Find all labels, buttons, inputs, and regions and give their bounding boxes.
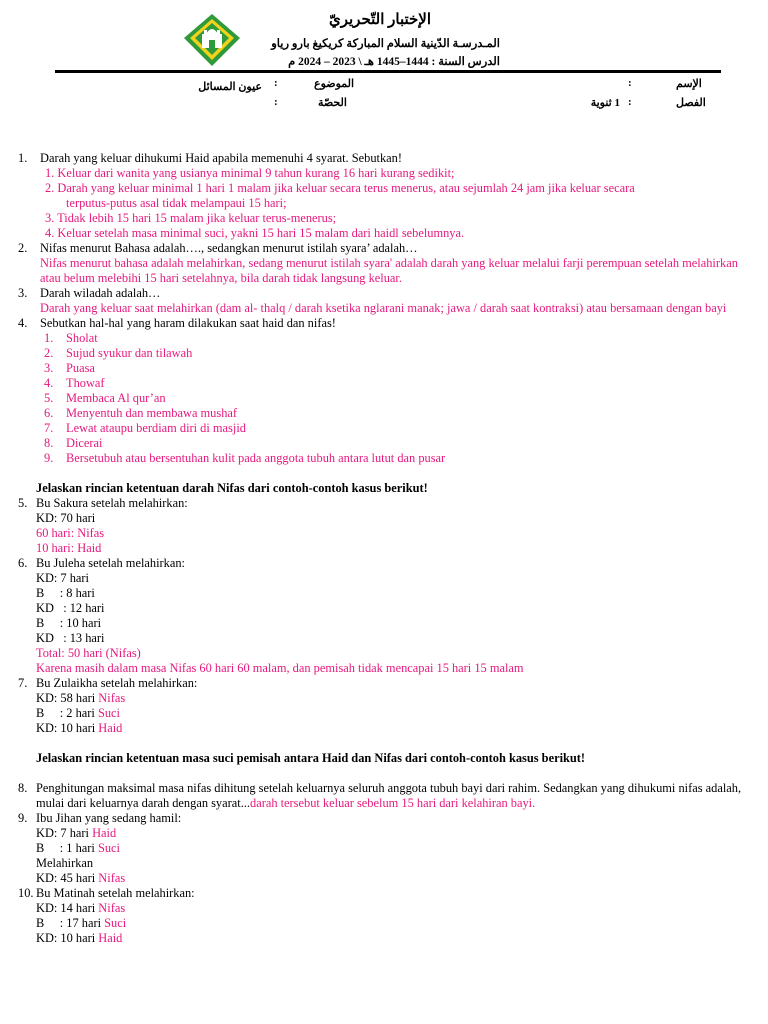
case-line: B : 17 hari Suci	[36, 916, 127, 930]
question-text: Nifas menurut Bahasa adalah…., sedangkan menurut istilah syara’ adalah…	[40, 241, 418, 255]
list-item: 8. Dicerai	[44, 436, 103, 450]
question-text: Darah yang keluar dihukumi Haid apabila memenuhi 4 syarat. Sebutkan!	[40, 151, 402, 165]
question-6	[18, 556, 753, 676]
question-5	[18, 496, 753, 556]
subject-label: الموضوع	[314, 78, 355, 90]
list-item: 4. Thowaf	[44, 376, 105, 390]
header-divider	[55, 70, 721, 73]
class-colon: :	[628, 96, 632, 108]
question-2	[18, 241, 753, 286]
question-number: 6.	[18, 556, 28, 570]
question-text: Bu Juleha setelah melahirkan:	[36, 556, 185, 570]
question-number: 1.	[18, 151, 28, 165]
class-label: الفصل	[676, 97, 706, 109]
case-line: KD: 10 hari Haid	[36, 931, 123, 945]
question-text: Darah wiladah adalah…	[40, 286, 161, 300]
question-3	[18, 286, 753, 316]
answer-line: 10 hari: Haid	[36, 541, 102, 555]
case-line: KD : 13 hari	[36, 631, 105, 645]
case-line: B : 1 hari Suci	[36, 841, 120, 855]
answer-line: 2. Darah yang keluar minimal 1 hari 1 malam jika keluar secara terus menerus, atau sejumlah 24 jam jika keluar secara	[45, 181, 635, 195]
answer-text: Darah yang keluar saat melahirkan (dam al- thalq / darah ksetika nglarani manak; jawa / darah saat kontraksi) atau bersamaan dengan bayi	[40, 301, 727, 315]
question-text: Bu Matinah setelah melahirkan:	[36, 886, 195, 900]
case-line: KD : 12 hari	[36, 601, 105, 615]
answer-text: Nifas menurut bahasa adalah melahirkan, sedang menurut istilah syara' adalah darah yang keluar melalui farji perempuan setelah melahirkan atau belum melebihi 15 hari setelahnya, bila darah tidak langsung keluar.	[40, 256, 738, 285]
answer-line: Karena masih dalam masa Nifas 60 hari 60 malam, dan pemisah tidak mencapai 15 hari 15 malam	[36, 661, 524, 675]
case-line: KD: 70 hari	[36, 511, 96, 525]
question-number: 10.	[18, 886, 34, 900]
case-line: B : 8 hari	[36, 586, 95, 600]
case-line: KD: 10 hari Haid	[36, 721, 123, 735]
question-7	[18, 676, 753, 736]
school-logo-icon	[182, 12, 242, 68]
list-item: 3. Puasa	[44, 361, 95, 375]
question-text: Ibu Jihan yang sedang hamil:	[36, 811, 182, 825]
section-heading-nifas: Jelaskan rincian ketentuan darah Nifas dari contoh-contoh kasus berikut!	[36, 481, 428, 495]
list-item: 1. Sholat	[44, 331, 98, 345]
question-4	[18, 316, 753, 466]
answer-line: Total: 50 hari (Nifas)	[36, 646, 141, 660]
list-item: 6. Menyentuh dan membawa mushaf	[44, 406, 238, 420]
question-number: 9.	[18, 811, 28, 825]
case-line: KD: 7 hari	[36, 571, 89, 585]
school-name: المـدرسـة الدّينية السلام المباركة كريكيغ بارو رياو	[271, 38, 500, 50]
subject-value: عيون المسائل	[198, 81, 262, 93]
case-line: KD: 14 hari Nifas	[36, 901, 126, 915]
question-text: Bu Sakura setelah melahirkan:	[36, 496, 188, 510]
case-line: B : 2 hari Suci	[36, 706, 120, 720]
answer-line: terputus-putus asal tidak melampaui 15 hari;	[66, 196, 287, 210]
answer-line: 60 hari: Nifas	[36, 526, 105, 540]
question-number: 8.	[18, 781, 28, 795]
question-number: 5.	[18, 496, 28, 510]
question-text: Sebutkan hal-hal yang haram dilakukan saat haid dan nifas!	[40, 316, 336, 330]
exam-header	[0, 0, 768, 125]
answer-line: 4. Keluar setelah masa minimal suci, yakni 15 hari 15 malam dari haidl sebelumnya.	[45, 226, 465, 240]
question-10	[18, 886, 753, 946]
class-value: 1 ثنوية	[590, 97, 620, 109]
list-item: 5. Membaca Al qur’an	[44, 391, 166, 405]
question-1	[18, 151, 753, 241]
case-line: B : 10 hari	[36, 616, 102, 630]
name-label: الإسم	[676, 78, 702, 90]
period-label: الحصّة	[318, 97, 347, 109]
answer-line: 3. Tidak lebih 15 hari 15 malam jika keluar terus-menerus;	[45, 211, 337, 225]
academic-year: الدرس السنة : 1444–1445 هـ \ 2023 – 2024 م	[288, 56, 500, 68]
question-number: 3.	[18, 286, 28, 300]
answer-list	[44, 331, 753, 466]
question-number: 2.	[18, 241, 28, 255]
section-heading-suci: Jelaskan rincian ketentuan masa suci pemisah antara Haid dan Nifas dari contoh-contoh kasus berikut!	[36, 751, 586, 765]
list-item: 2. Sujud syukur dan tilawah	[44, 346, 193, 360]
case-line: KD: 45 hari Nifas	[36, 871, 126, 885]
name-colon: :	[628, 77, 632, 89]
exam-title: الإختبار التّحريريّ	[328, 12, 432, 28]
case-line: Melahirkan	[36, 856, 94, 870]
list-item: 7. Lewat ataupu berdiam diri di masjid	[44, 421, 246, 435]
question-8	[18, 781, 753, 811]
subject-colon: :	[274, 77, 278, 89]
question-number: 4.	[18, 316, 28, 330]
question-number: 7.	[18, 676, 28, 690]
question-text: Bu Zulaikha setelah melahirkan:	[36, 676, 198, 690]
question-9	[18, 811, 753, 886]
list-item: 9. Bersetubuh atau bersentuhan kulit pada anggota tubuh antara lutut dan pusar	[44, 451, 446, 465]
exam-content	[18, 151, 753, 946]
case-line: KD: 7 hari Haid	[36, 826, 117, 840]
case-line: KD: 58 hari Nifas	[36, 691, 126, 705]
answer-line: 1. Keluar dari wanita yang usianya minimal 9 tahun kurang 16 hari kurang sedikit;	[45, 166, 455, 180]
period-colon: :	[274, 96, 278, 108]
question-text: Penghitungan maksimal masa nifas dihitung setelah keluarnya seluruh anggota tubuh bayi dari rahim. Sedangkan yang dihukumi nifas adalah, mulai dari keluarnya darah dengan syarat...darah tersebut keluar sebelum 15 hari dari kelahiran bayi.	[36, 781, 742, 810]
